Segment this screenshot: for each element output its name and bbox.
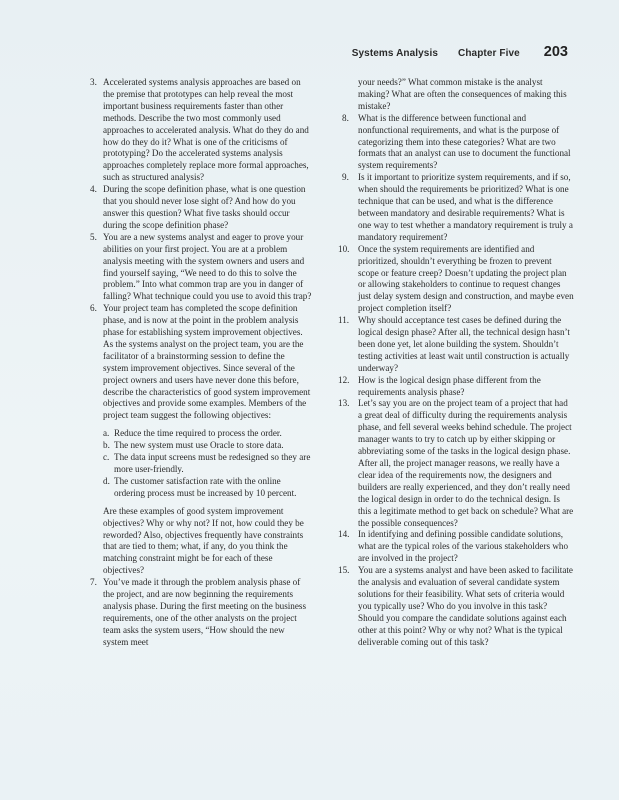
question-number: 7. (90, 577, 97, 588)
question-text: You’ve made it through the problem analysis phase of the project, and are now beginning the requirements analysis phase. During the first meeting on the business requirements, one of the other analysts on the project team asks the system users, “How should the new system meet (103, 577, 306, 647)
question-text: What is the difference between functional and nonfunctional requirements, and what is the purpose of categorizing them into these categories? What are two formats that an analyst can use to document the functional system requirements? (358, 112, 571, 171)
item-letter: a. (103, 428, 110, 439)
objective-item-a (90, 428, 312, 440)
objective-item-d (90, 476, 312, 500)
objective-item-b (90, 440, 312, 452)
question-number: 10. (338, 243, 350, 254)
question-text: In identifying and defining possible candidate solutions, what are the typical roles of the various stakeholders who are involved in the project? (358, 529, 569, 564)
question-number: 6. (90, 303, 97, 314)
question-5 (90, 232, 312, 303)
item-letter: d. (103, 475, 110, 486)
question-text: Let’s say you are on the project team of a project that had a great deal of difficulty during the requirements analysis phase, and fell several weeks behind schedule. The project manager wants to try to catch up by either skipping or abbreviating some of the tasks in the logical design phase. After all, the project manager reasons, we really have a clear idea of the requirements now, the designers and builders are really experienced, and they don’t really need the logical design in order to do the technical design. Is this a legitimate method to get back on schedule? What are the possible consequences? (358, 398, 574, 528)
question-number: 15. (338, 565, 350, 576)
question-text: Your project team has completed the scope definition phase, and is now at the point in the problem analysis phase for establishing system improvement objectives. As the systems analyst on the project team, you are the facilitator of a brainstorming session to define the system improvement objectives. Since several of the project owners and users have never done this before, describe the characteristics of good system improvement objectives and provide some examples. Members of the project team suggest the following objectives: (103, 303, 311, 421)
left-column (90, 77, 312, 649)
question-number: 4. (90, 184, 97, 195)
question-number: 11. (338, 315, 350, 326)
objective-item-c (90, 452, 312, 476)
header-chapter: Chapter Five (458, 48, 520, 59)
question-15 (338, 565, 574, 648)
item-text: The customer satisfaction rate with the online ordering process must be increased by 10 percent. (114, 475, 297, 498)
question-text: You are a systems analyst and have been asked to facilitate the analysis and evaluation of several candidate system solutions for their feasibility. What sets of criteria would you typically use? Who do you involve in this task? Should you compare the candidate solutions against each other at this point? Why or why not? What is the typical deliverable coming out of this task? (358, 565, 573, 647)
page-number: 203 (543, 44, 568, 60)
question-number: 3. (90, 77, 97, 87)
question-6 (90, 303, 312, 422)
question-number: 14. (338, 529, 350, 540)
item-text: The new system must use Oracle to store data. (114, 440, 284, 451)
question-6-followup: Are these examples of good system improvement objectives? Why or why not? If not, how could they be reworded? Also, objectives frequently have constraints that are tied to them; what, if any, do you think the matching constraint might be for each of these objectives? (103, 505, 304, 576)
question-number: 8. (342, 112, 349, 123)
question-number: 9. (342, 172, 349, 183)
question-13 (338, 398, 574, 529)
question-text: Is it important to prioritize system requirements, and if so, when should the requirements be prioritized? What is one technique that can be used, and what is the difference between mandatory and desirable requirements? What is one way to test whether a mandatory requirement is truly a mandatory requirement? (358, 172, 573, 242)
running-header (352, 44, 568, 60)
question-12 (338, 374, 574, 399)
question-11 (338, 315, 574, 375)
question-text: Why should acceptance test cases be defined during the logical design phase? After all, the technical design hasn’t been done yet, let alone building the system. Shouldn’t testing activities at least wait until construction is actually underway? (358, 315, 570, 373)
item-letter: b. (103, 440, 110, 451)
right-column (338, 77, 574, 649)
question-number: 13. (338, 398, 350, 409)
question-text: You are a new systems analyst and eager to prove your abilities on your first project. You are at a problem analysis meeting with the system owners and users and find yourself saying, “We need to do this to solve the problem.” Into what common trap are you in danger of falling? What technique could you use to avoid this trap? (103, 231, 312, 302)
question-14 (338, 529, 574, 565)
question-3 (90, 77, 312, 184)
item-text: The data input screens must be redesigned so they are more user-friendly. (114, 452, 311, 474)
question-7 (90, 577, 312, 648)
question-number: 12. (338, 374, 350, 385)
question-10 (338, 243, 574, 315)
question-4 (90, 184, 312, 232)
question-8 (342, 113, 574, 173)
question-text: During the scope definition phase, what is one question that you should never lose sight of? And how do you answer this question? What five tasks should occur during the scope definition phase? (103, 184, 306, 230)
question-number: 5. (90, 231, 97, 242)
question-text: Accelerated systems analysis approaches are based on the premise that prototypes can help reveal the most important business requirements faster than other methods. Describe the two most commonly used approaches to accelerated analysis. What do they do and how do they do it? What is one of the criticisms of prototyping? Do the accelerated systems analysis approaches completely replace more formal approaches, such as structured analysis? (103, 77, 309, 183)
question-7-continued: your needs?” What common mistake is the analyst making? What are often the consequences of making this mistake? (358, 77, 567, 111)
question-9 (342, 172, 574, 243)
item-text: Reduce the time required to process the order. (114, 428, 282, 439)
question-text: Once the system requirements are identified and prioritized, shouldn’t everything be frozen to prevent scope or feature creep? Doesn’t updating the project plan or allowing stakeholders to continue to request changes just delay system design and construction, and maybe even project completion itself? (358, 243, 574, 314)
header-section-title: Systems Analysis (351, 48, 439, 59)
item-letter: c. (103, 452, 110, 463)
question-text: How is the logical design phase different from the requirements analysis phase? (358, 374, 541, 397)
